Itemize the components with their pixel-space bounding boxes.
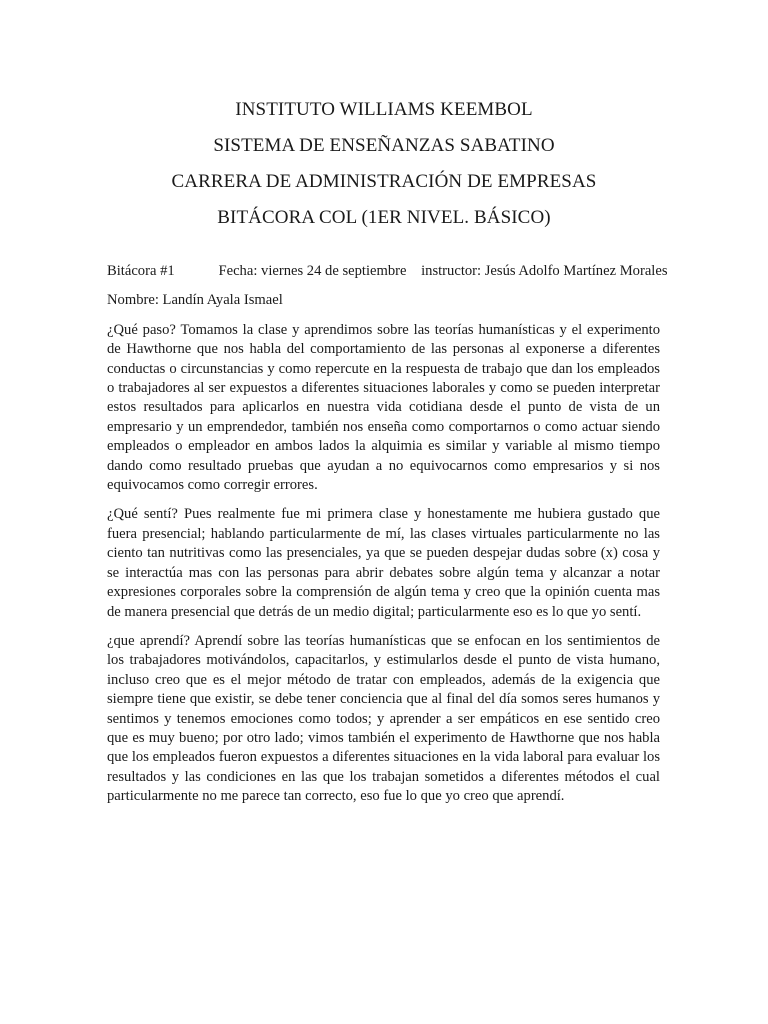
- system-name: SISTEMA DE ENSEÑANZAS SABATINO: [213, 135, 555, 156]
- institute-name: INSTITUTO WILLIAMS KEEMBOL: [235, 99, 533, 120]
- log-meta: [107, 262, 668, 281]
- paragraph-que-senti: ¿Qué sentí? Pues realmente fue mi primera clase y honestamente me hubiera gustado que fuera presencial; hablando particularmente de mí, las clases virtuales particularmente no las ciento tan nutritivas como las presenciales, ya que se pueden despejar dudas sobre (x) cosa y se interactúa mas con las personas para abrir debates sobre algún tema y alcanzar a notar expresiones corporales sobre la comprensión de algún tema y creo que la opinión cuenta mas de manera presencial que detrás de un medio digital; particularmente eso es lo que yo sentí.: [107, 506, 660, 620]
- log-title: BITÁCORA COL (1ER NIVEL. BÁSICO): [217, 207, 551, 228]
- career-name: CARRERA DE ADMINISTRACIÓN DE EMPRESAS: [171, 171, 597, 192]
- paragraph-que-paso: ¿Qué paso? Tomamos la clase y aprendimos sobre las teorías humanísticas y el experimento de Hawthorne que nos habla del comportamiento de las personas al exponerse a diferentes conductas o circunstancias y como repercute en la respuesta de trabajo que dan los empleados o trabajadores al ser expuestos a diferentes situaciones laborales y como se pueden interpretar estos resultados para aplicarlos en nuestra vida cotidiana desde el punto de vista de un empresario y un emprendedor, también nos enseña como comportarnos o como actuar siendo empleados o empleador en ambos lados la alquimia es similar y variable al mismo tiempo dando como resultado pruebas que ayudan a no equivocarnos como empresarios y si nos equivocamos como corregir errores.: [107, 321, 660, 494]
- document-body: [107, 262, 668, 817]
- log-instructor: instructor: Jesús Adolfo Martínez Morales: [421, 263, 668, 279]
- paragraph-que-aprendi: ¿que aprendí? Aprendí sobre las teorías humanísticas que se enfocan en los sentimientos de los trabajadores motivándolos, capacitarlos, y estimularlos desde el punto de vista humano, incluso creo que es el mejor método de tratar con empleados, además de la exigencia que siempre tiene que existir, se debe tener conciencia que al final del día somos seres humanos y sentimos y tenemos emociones como todos; y aprender a ser empáticos en ese sentido creo que es muy bueno; por otro lado; vimos también el experimento de Hawthorne que nos habla que los empleados fueron expuestos a diferentes situaciones en la vida laboral para evaluar los resultados y las condiciones en las que los trabajan sometidos a diferentes métodos el cual particularmente no me parece tan correcto, eso fue lo que yo creo que aprendí.: [107, 632, 660, 805]
- log-date: Fecha: viernes 24 de septiembre: [218, 263, 407, 279]
- document-header: [0, 92, 768, 236]
- student-name: Nombre: Landín Ayala Ismael: [107, 292, 283, 309]
- log-number: Bitácora #1: [107, 263, 175, 279]
